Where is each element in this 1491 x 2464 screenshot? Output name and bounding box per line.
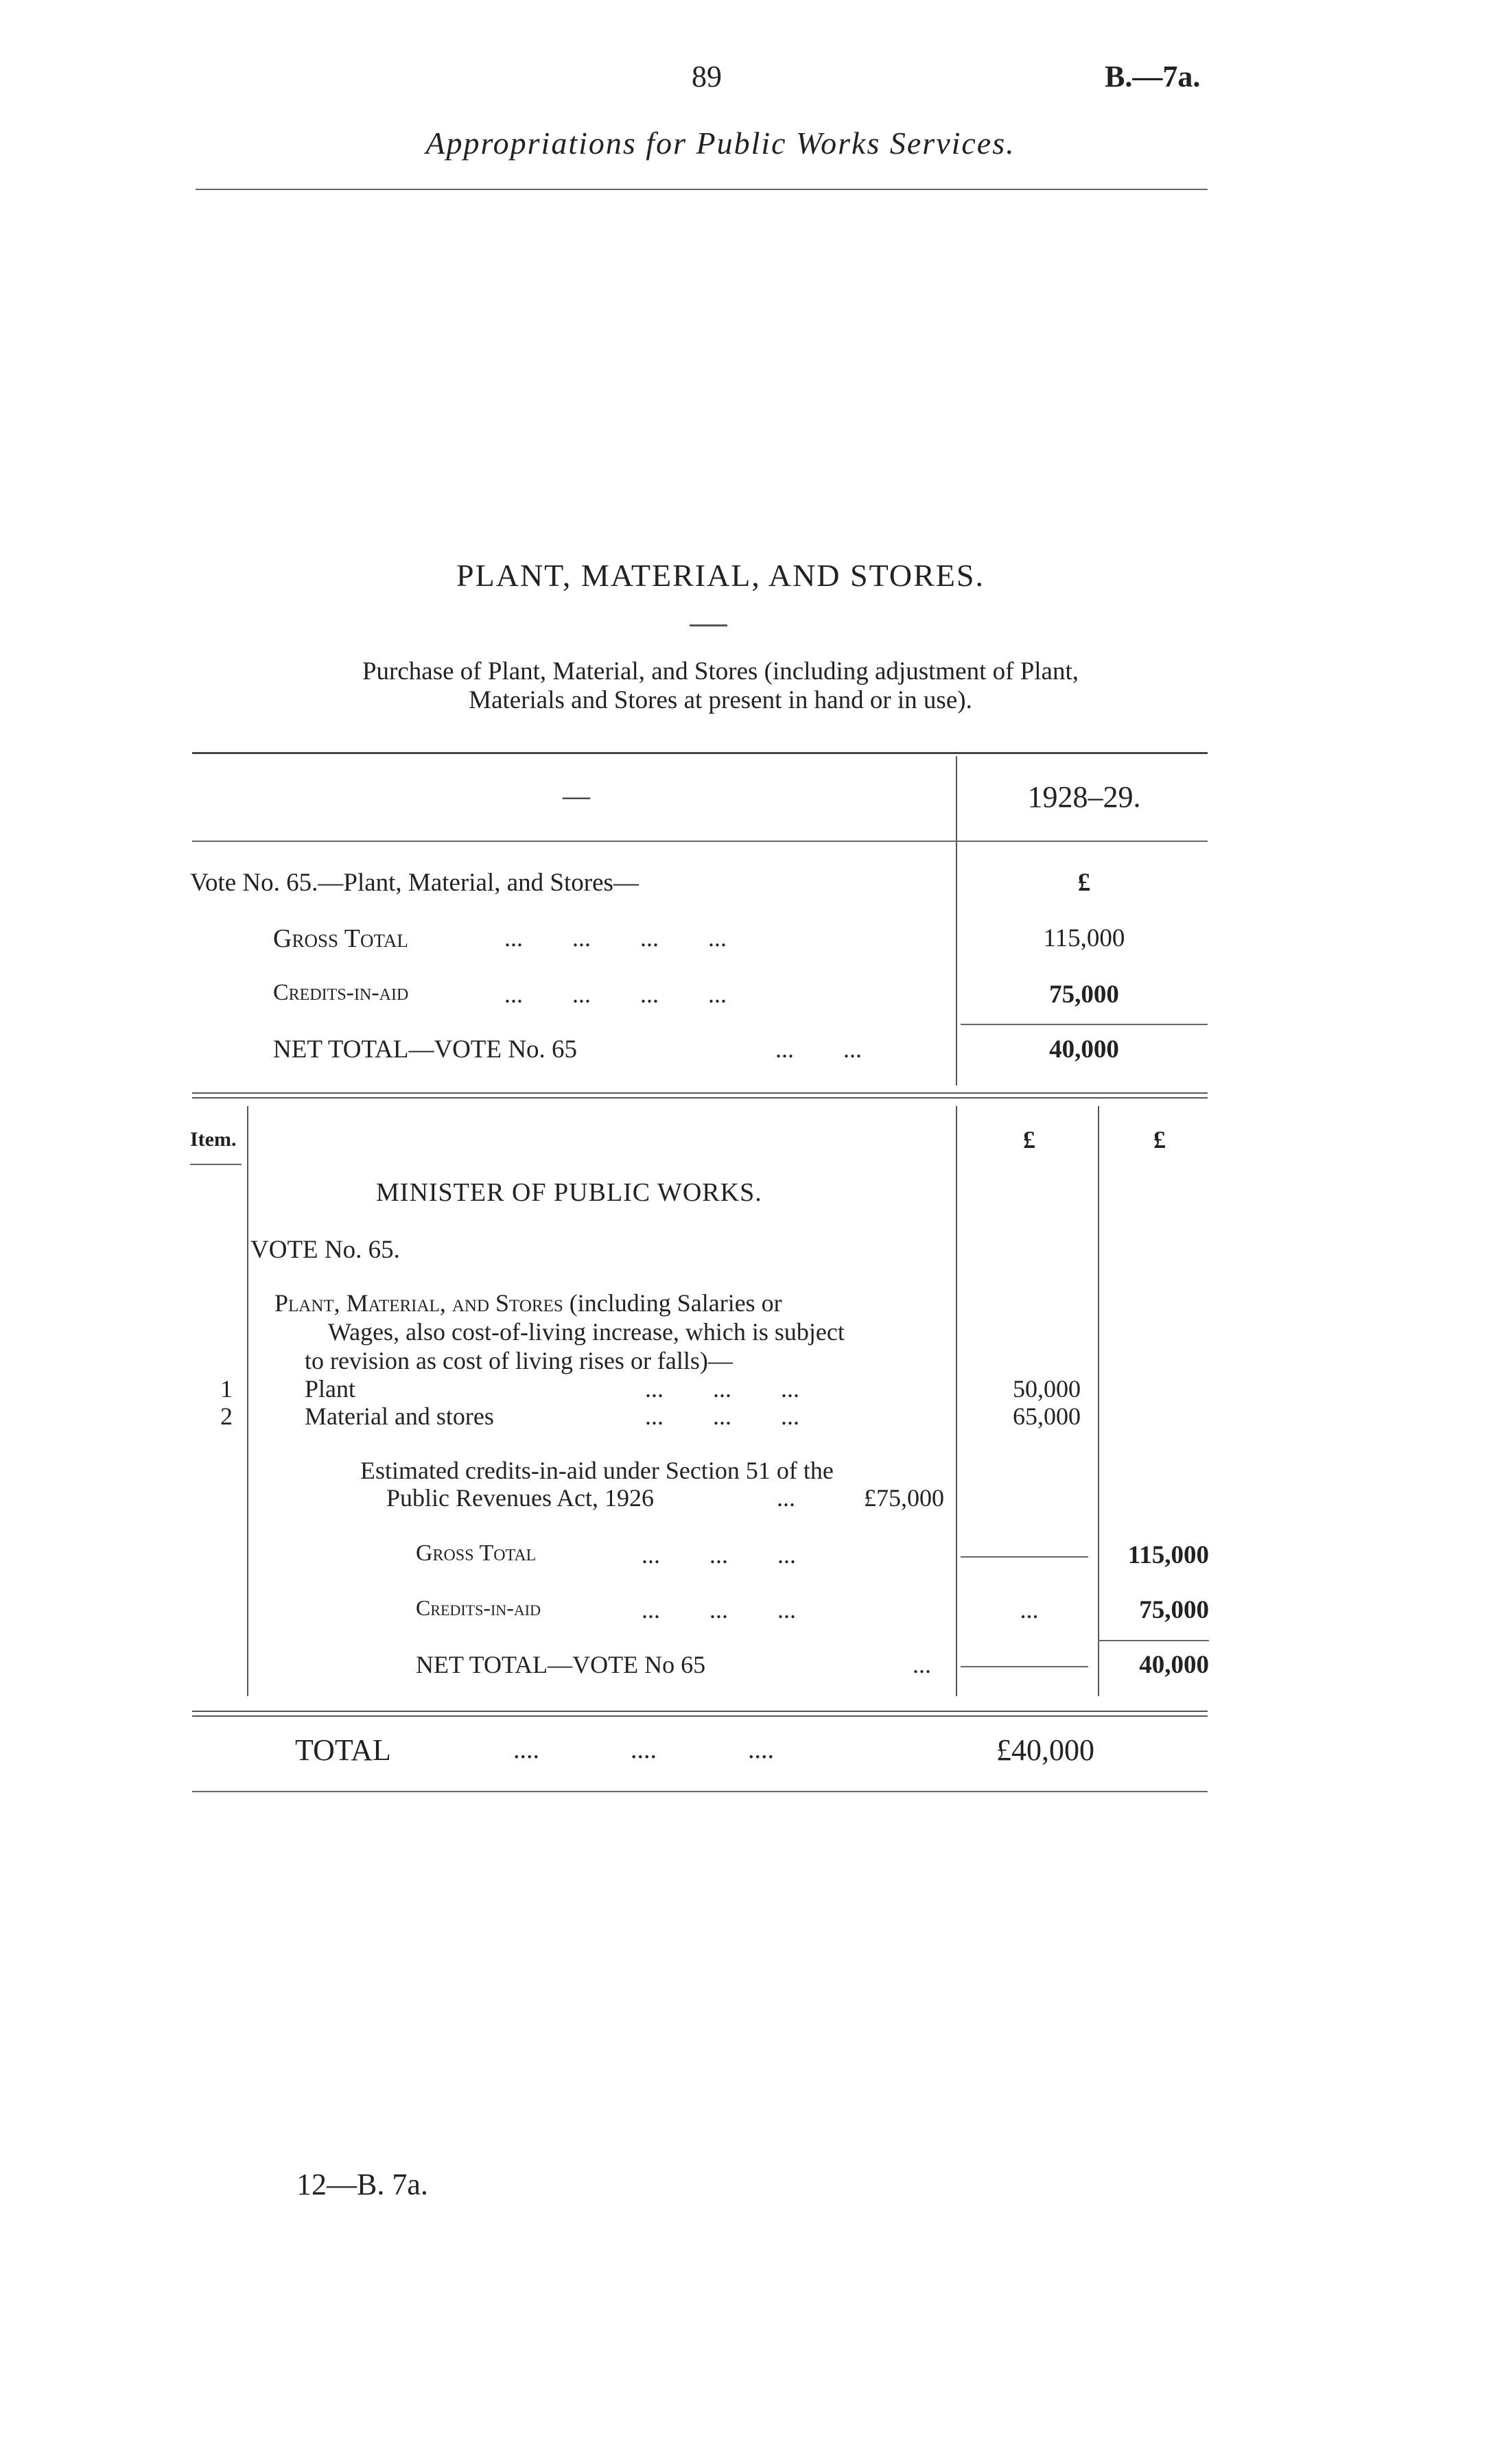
summary-row-dots: ... ... ... ... (504, 924, 727, 952)
footer-signature: 12—B. 7a. (296, 2168, 428, 2201)
summary-top-rule (192, 752, 1208, 754)
summary-column-divider (956, 756, 957, 1086)
summary-subtotal-rule (961, 1024, 1208, 1025)
detail-total-value: 75,000 (1139, 1596, 1209, 1624)
item-amount: 50,000 (1013, 1375, 1081, 1403)
page-number: 89 (692, 60, 722, 93)
page-reference: B.—7a. (1105, 60, 1201, 93)
minister-heading: MINISTER OF PUBLIC WORKS. (376, 1178, 762, 1207)
summary-row-value: 115,000 (1043, 924, 1125, 952)
vote-heading: VOTE No. 65. (250, 1236, 400, 1264)
detail-currency-1: £ (1023, 1126, 1035, 1153)
detail-total-label: Gross Total (416, 1540, 537, 1566)
detail-total-label: NET TOTAL—VOTE No 65 (416, 1651, 706, 1678)
item-description-line2: Wages, also cost-of-living increase, which is subject (328, 1318, 845, 1346)
detail-total-value: 115,000 (1127, 1541, 1209, 1569)
summary-header-rule (192, 841, 1208, 842)
summary-row-dots: ... ... (775, 1035, 862, 1063)
item-dots: ... ... ... (645, 1375, 799, 1403)
detail-total-dots: ... (913, 1651, 931, 1678)
grand-total-label: TOTAL (295, 1733, 391, 1767)
item-amount: 65,000 (1013, 1403, 1081, 1430)
summary-row-value: 40,000 (1049, 1035, 1119, 1064)
grand-total-value: £40,000 (996, 1733, 1094, 1767)
grand-total-rule (192, 1791, 1208, 1792)
summary-currency: £ (1077, 869, 1091, 897)
estimate-line1: Estimated credits-in-aid under Section 51 of the (360, 1457, 834, 1484)
summary-row-value: 75,000 (1049, 981, 1119, 1009)
summary-dash-header: — (563, 780, 590, 811)
detail-total-mid: ... (1020, 1596, 1039, 1623)
detail-item-header: Item. (190, 1128, 237, 1151)
detail-currency-2: £ (1153, 1126, 1166, 1153)
item-header-rule (190, 1164, 242, 1165)
item-number: 1 (220, 1375, 233, 1403)
grand-total-dots: .... .... .... (513, 1735, 774, 1764)
detail-total-dots: ... ... ... (642, 1596, 796, 1623)
summary-row-dots: ... ... ... ... (504, 981, 727, 1008)
summary-row-label: Gross Total (273, 924, 408, 953)
summary-row-label: Credits-in-aid (273, 980, 409, 1005)
detail-total-mid-rule (961, 1556, 1088, 1558)
item-description-line1-rest: (including Salaries or (563, 1289, 782, 1317)
item-description-line3: to revision as cost of living rises or falls)— (305, 1347, 733, 1374)
item-description-caption: Plant, Material, and Stores (274, 1289, 563, 1317)
item-dots: ... ... ... (645, 1403, 799, 1430)
detail-total-label: Credits-in-aid (416, 1595, 541, 1620)
summary-bottom-rule (192, 1092, 1208, 1099)
section-title: PLANT, MATERIAL, AND STORES. (456, 558, 985, 593)
summary-row-label: NET TOTAL—VOTE No. 65 (273, 1035, 578, 1064)
item-description-line1 (274, 1289, 782, 1317)
item-number: 2 (220, 1403, 233, 1430)
detail-total-dots: ... ... ... (642, 1541, 796, 1569)
running-title: Appropriations for Public Works Services. (425, 126, 1015, 161)
header-rule (196, 189, 1208, 190)
item-label: Plant (305, 1375, 356, 1403)
section-description-line2: Materials and Stores at present in hand or in use). (469, 686, 972, 714)
detail-bottom-rule (192, 1711, 1208, 1717)
detail-total-mid-rule (961, 1666, 1088, 1667)
estimate-line2-dots: ... (777, 1484, 795, 1512)
title-dash (690, 624, 727, 626)
detail-total-value: 40,000 (1139, 1651, 1209, 1679)
estimate-line2-label: Public Revenues Act, 1926 (386, 1484, 654, 1512)
detail-net-rule (1098, 1640, 1209, 1641)
summary-vote-label: Vote No. 65.—Plant, Material, and Stores— (190, 869, 639, 897)
section-description-line1: Purchase of Plant, Material, and Stores (including adjustment of Plant, (362, 657, 1079, 685)
estimate-line2-amount: £75,000 (864, 1484, 944, 1512)
summary-year-header: 1928–29. (1027, 780, 1141, 814)
detail-item-divider (247, 1106, 248, 1696)
detail-amount-divider (956, 1106, 957, 1696)
item-label: Material and stores (305, 1403, 494, 1430)
